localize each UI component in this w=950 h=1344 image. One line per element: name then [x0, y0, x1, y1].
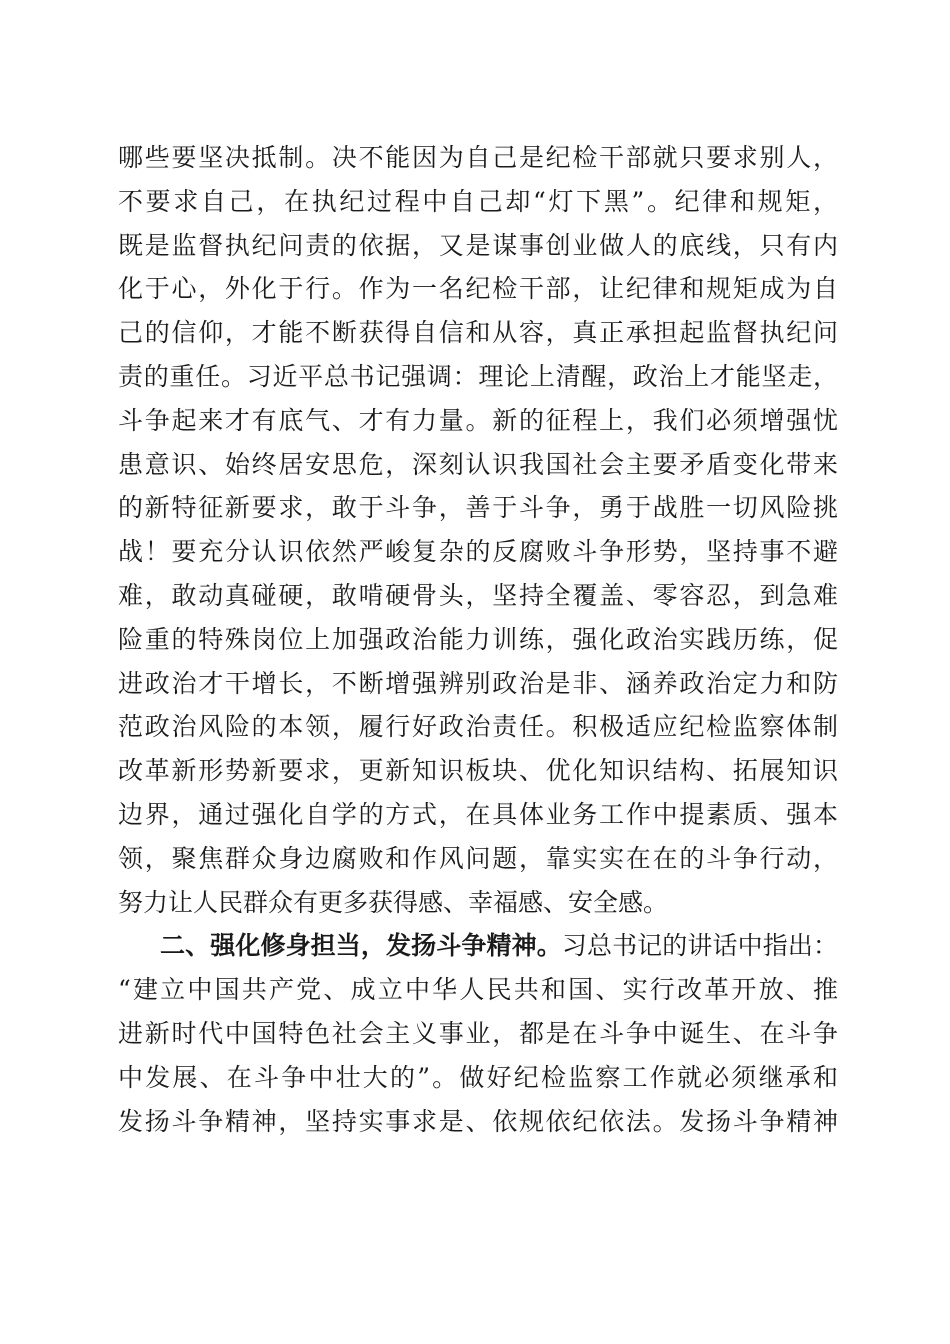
text-line: 己的信仰，才能不断获得自信和从容，真正承担起监督执纪问	[118, 318, 838, 348]
text-line: 险重的特殊岗位上加强政治能力训练，强化政治实践历练，促	[118, 624, 838, 654]
text-line: 不要求自己，在执纪过程中自己却“灯下黑”。纪律和规矩，	[118, 186, 838, 216]
paragraph-2	[118, 924, 838, 1143]
text-line: 进新时代中国特色社会主义事业，都是在斗争中诞生、在斗争	[118, 1018, 838, 1048]
text-line: 范政治风险的本领，履行好政治责任。积极适应纪检监察体制	[118, 712, 838, 742]
text-line: 改革新形势新要求，更新知识板块、优化知识结构、拓展知识	[118, 756, 838, 786]
document-body	[118, 136, 838, 1143]
section-first-line	[118, 924, 838, 968]
text-line: 难，敢动真碰硬，敢啃硬骨头，坚持全覆盖、零容忍，到急难	[118, 580, 838, 610]
text-line: 发扬斗争精神，坚持实事求是、依规依纪依法。发扬斗争精神	[118, 1106, 838, 1136]
text-line: 领，聚焦群众身边腐败和作风问题，靠实实在在的斗争行动，	[118, 843, 838, 873]
text-line: 中发展、在斗争中壮大的”。做好纪检监察工作就必须继承和	[118, 1062, 838, 1092]
text-line: 患意识、始终居安思危，深刻认识我国社会主要矛盾变化带来	[118, 449, 838, 479]
text-line: 战！要充分认识依然严峻复杂的反腐败斗争形势，坚持事不避	[118, 537, 838, 567]
section-heading: 二、强化修身担当，发扬斗争精神。	[160, 931, 562, 961]
text-line: 化于心，外化于行。作为一名纪检干部，让纪律和规矩成为自	[118, 274, 838, 304]
text-line: 斗争起来才有底气、才有力量。新的征程上，我们必须增强忧	[118, 405, 838, 435]
text-line: 努力让人民群众有更多获得感、幸福感、安全感。	[118, 887, 669, 917]
text-line: 既是监督执纪问责的依据，又是谋事创业做人的底线，只有内	[118, 230, 838, 260]
paragraph-1	[118, 136, 838, 924]
text-line: “建立中国共产党、成立中华人民共和国、实行改革开放、推	[118, 975, 838, 1005]
text-line: 边界，通过强化自学的方式，在具体业务工作中提素质、强本	[118, 799, 838, 829]
text-run: 习总书记的讲话中指出：	[561, 931, 838, 961]
text-line: 哪些要坚决抵制。决不能因为自己是纪检干部就只要求别人，	[118, 143, 838, 172]
text-line: 进政治才干增长，不断增强辨别政治是非、涵养政治定力和防	[118, 668, 838, 698]
text-line: 的新特征新要求，敢于斗争，善于斗争，勇于战胜一切风险挑	[118, 493, 838, 523]
text-line: 责的重任。习近平总书记强调：理论上清醒，政治上才能坚走，	[118, 361, 838, 391]
